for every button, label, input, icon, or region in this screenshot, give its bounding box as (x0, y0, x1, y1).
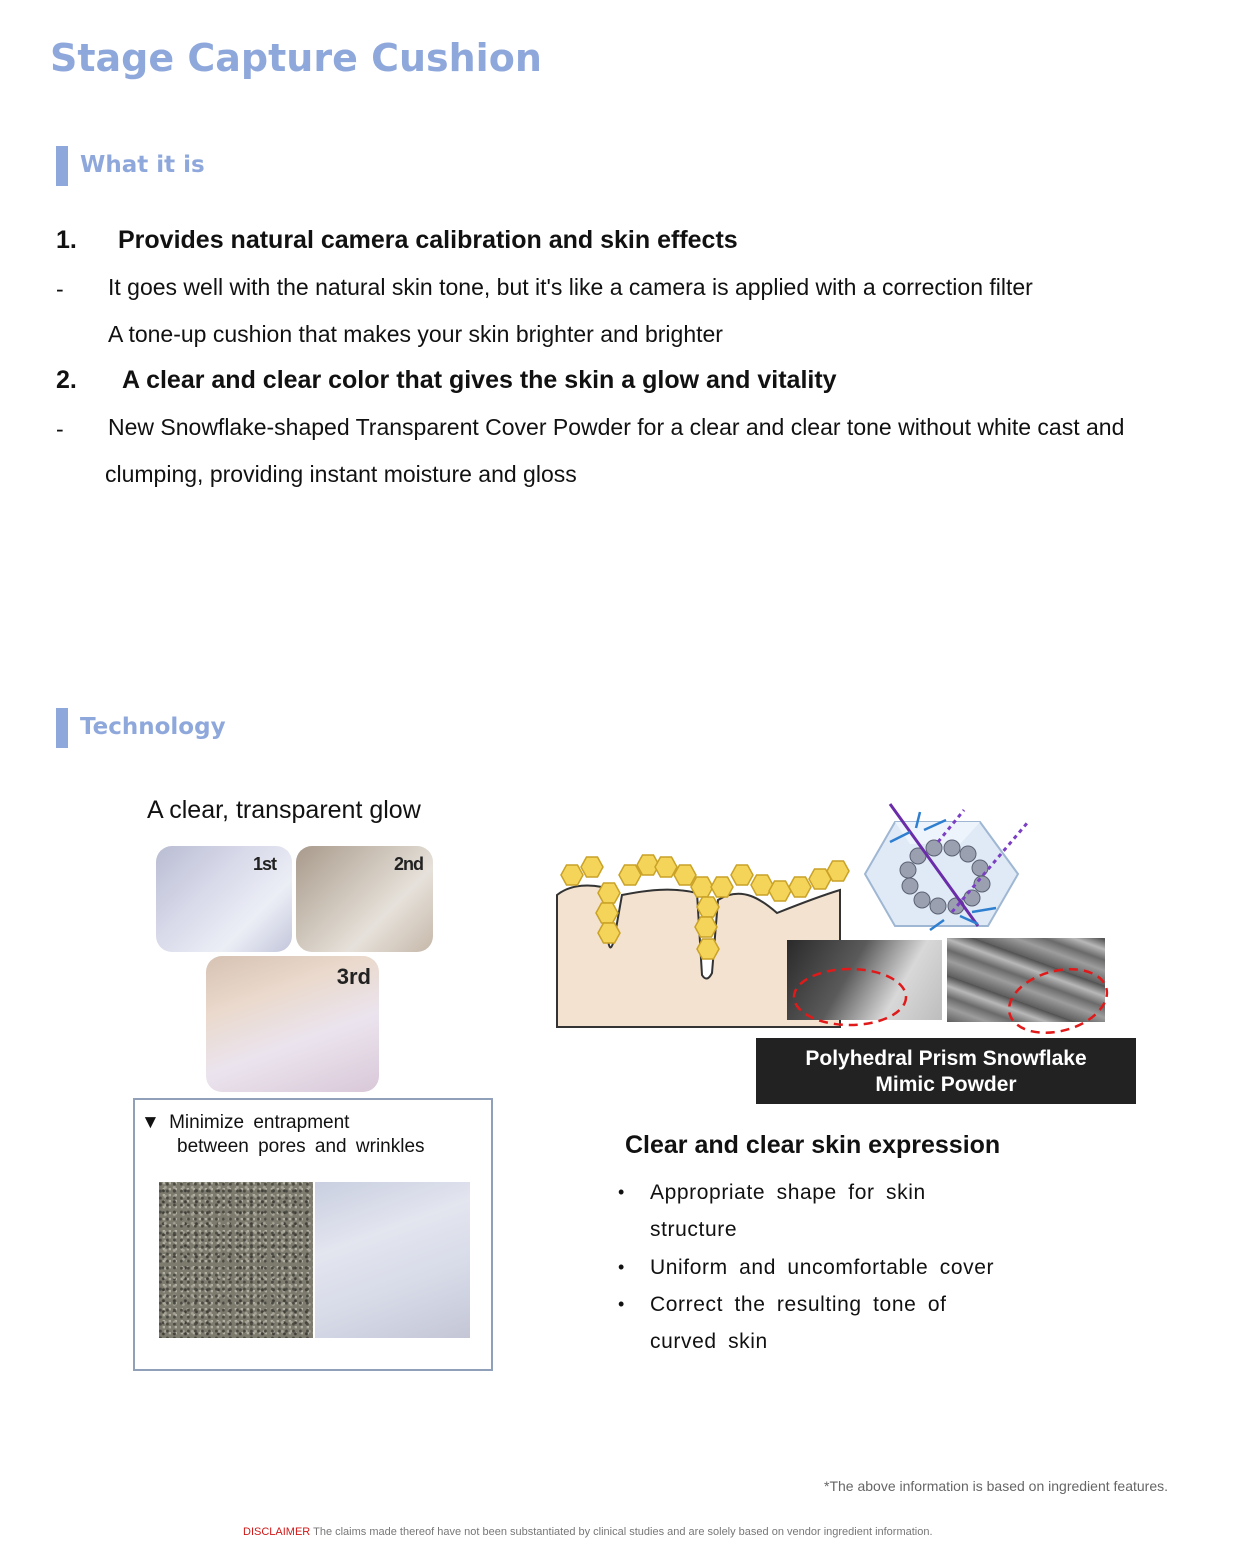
point-2-line-1: New Snowflake-shaped Transparent Cover Powder for a clear and clear tone without white cast and (108, 414, 1125, 440)
skin-bullet-3 (650, 1286, 947, 1360)
section-title-technology: Technology (80, 714, 226, 740)
swatch-label-2nd: 2nd (393, 854, 423, 874)
footnote: *The above information is based on ingredient features. (824, 1478, 1168, 1494)
disclaimer-text: The claims made thereof have not been substantiated by clinical studies and are solely based on vendor ingredient information. (310, 1526, 933, 1538)
pores-comparison-box (133, 1098, 493, 1371)
point-2-number: 2. (56, 366, 77, 394)
page-title: Stage Capture Cushion (50, 36, 542, 80)
section-title-what-it-is: What it is (80, 152, 205, 178)
skin-bullet-1-line-1: Appropriate shape for skin (650, 1181, 926, 1204)
disclaimer (243, 1526, 933, 1538)
point-1-line-2: A tone-up cushion that makes your skin brighter and brighter (108, 321, 723, 347)
swatch-photo-3rd (206, 956, 379, 1092)
section-accent-bar (56, 708, 68, 748)
skin-bullet-2 (650, 1249, 994, 1286)
skin-bullet-1-line-2: structure (650, 1218, 738, 1241)
point-2-heading: A clear and clear color that gives the skin a glow and vitality (122, 366, 837, 394)
point-2-dash: - (56, 416, 64, 442)
swatch-label-3rd: 3rd (336, 964, 371, 989)
point-1-heading: Provides natural camera calibration and skin effects (118, 226, 738, 254)
highlight-ellipses (790, 955, 1120, 1035)
skin-expression-title: Clear and clear skin expression (625, 1131, 1001, 1159)
section-accent-bar (56, 146, 68, 186)
skin-bullet-1 (650, 1174, 926, 1248)
swatch-label-1st: 1st (252, 854, 276, 874)
point-1-number: 1. (56, 226, 77, 254)
disclaimer-label: DISCLAIMER (243, 1526, 311, 1538)
powder-banner (756, 1038, 1136, 1104)
swatch-photo-1st (156, 846, 292, 952)
bullet-dot: • (618, 1182, 625, 1202)
bullet-dot: • (618, 1294, 625, 1314)
point-1-dash: - (56, 276, 64, 302)
glow-caption: A clear, transparent glow (147, 796, 421, 824)
point-1-line-1: It goes well with the natural skin tone, but it's like a camera is applied with a correction filter (108, 274, 1033, 300)
pores-box-line-2: between pores and wrinkles (177, 1136, 425, 1157)
powder-banner-line-2: Mimic Powder (875, 1073, 1017, 1096)
bullet-dot: • (618, 1257, 625, 1277)
pores-box-line-1: ▼ Minimize entrapment (141, 1112, 350, 1133)
prism-particle-diagram (860, 802, 1038, 932)
powder-banner-line-1: Polyhedral Prism Snowflake (805, 1047, 1087, 1070)
point-2-line-2: clumping, providing instant moisture and gloss (105, 461, 577, 487)
skin-bullet-2-line-1: Uniform and uncomfortable cover (650, 1256, 995, 1279)
swatch-photo-2nd (296, 846, 433, 952)
skin-bullet-3-line-1: Correct the resulting tone of (650, 1293, 947, 1316)
pores-before-photo (159, 1182, 313, 1338)
pores-after-photo (315, 1182, 470, 1338)
skin-bullet-3-line-2: curved skin (650, 1330, 768, 1353)
